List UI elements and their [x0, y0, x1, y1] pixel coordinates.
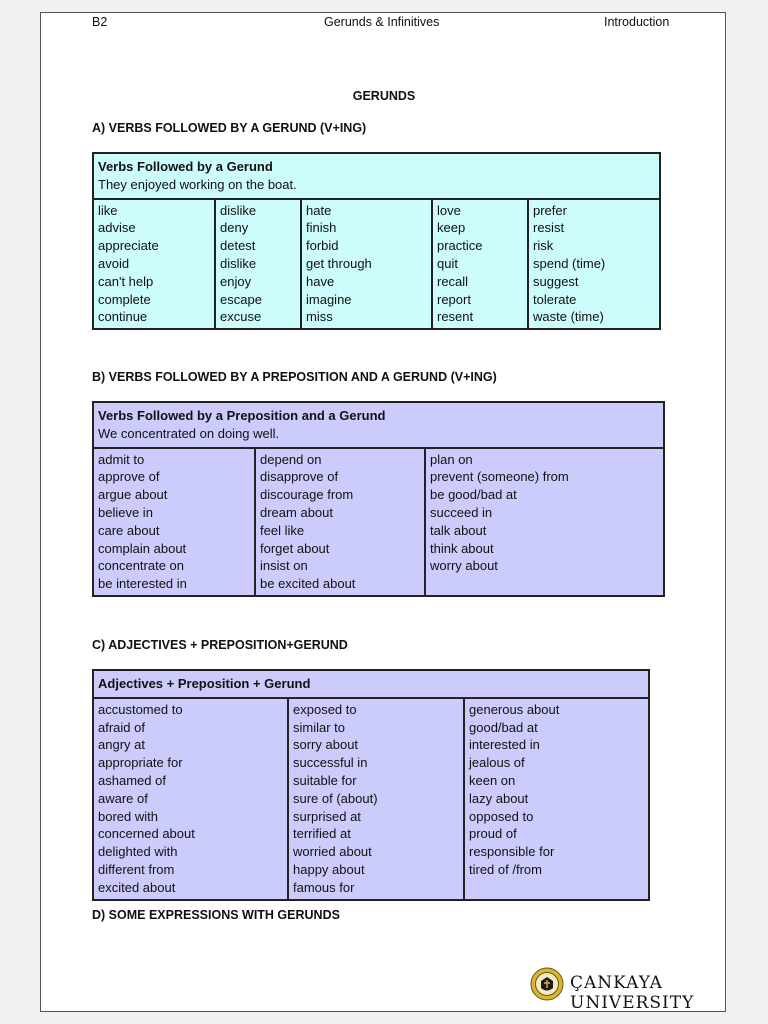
- table-b-col-1: [93, 448, 255, 596]
- word: concentrate on: [98, 558, 185, 574]
- word: happy about: [293, 861, 365, 877]
- word: excuse: [220, 309, 262, 325]
- word: surprised at: [293, 808, 361, 824]
- word: be excited about: [260, 576, 356, 592]
- word: interested in: [469, 737, 540, 753]
- university-seal-icon: [530, 967, 564, 1001]
- word: exposed to: [293, 701, 357, 717]
- word: forbid: [306, 238, 339, 254]
- university-logo-text: ÇANKAYA UNIVERSITY: [570, 973, 695, 1013]
- table-b-example: We concentrated on doing well.: [98, 425, 280, 441]
- word: different from: [98, 861, 175, 877]
- word: disapprove of: [260, 469, 339, 485]
- section-b-heading: B) VERBS FOLLOWED BY A PREPOSITION AND A GERUND (V+ING): [92, 370, 497, 384]
- word: proud of: [469, 826, 517, 842]
- section-a-heading: A) VERBS FOLLOWED BY A GERUND (V+ING): [92, 121, 367, 135]
- word: worried about: [293, 844, 372, 860]
- header-section: Introduction: [604, 15, 670, 29]
- word: discourage from: [260, 487, 354, 503]
- word: detest: [220, 238, 256, 254]
- word: succeed in: [430, 504, 493, 520]
- word: good/bad at: [469, 719, 538, 735]
- word: accustomed to: [98, 701, 183, 717]
- word: complete: [98, 291, 151, 307]
- table-verbs-gerund: [92, 152, 661, 330]
- word: dislike: [220, 202, 257, 218]
- word: approve of: [98, 469, 160, 485]
- word: famous for: [293, 879, 355, 895]
- word: continue: [98, 309, 148, 325]
- word: ashamed of: [98, 772, 166, 788]
- word: sorry about: [293, 737, 359, 753]
- table-c-col-2: [288, 698, 464, 900]
- table-b-heading: Verbs Followed by a Preposition and a Gerund: [98, 408, 386, 423]
- word: keep: [437, 220, 466, 236]
- table-c-col-1: [93, 698, 288, 900]
- word: plan on: [430, 451, 473, 467]
- table-a-col-1: [93, 199, 215, 330]
- word: tired of /from: [469, 861, 542, 877]
- section-c-heading: C) ADJECTIVES + PREPOSITION+GERUND: [92, 638, 348, 652]
- word: dream about: [260, 504, 333, 520]
- word: excited about: [98, 879, 176, 895]
- word: keen on: [469, 772, 516, 788]
- table-a-header: [93, 153, 660, 199]
- word: imagine: [306, 291, 352, 307]
- word: concerned about: [98, 826, 195, 842]
- word: advise: [98, 220, 136, 236]
- table-b-header: [93, 402, 664, 448]
- word: depend on: [260, 451, 322, 467]
- word: get through: [306, 255, 372, 271]
- word: love: [437, 202, 461, 218]
- word: angry at: [98, 737, 145, 753]
- word: think about: [430, 540, 494, 556]
- word: appreciate: [98, 238, 159, 254]
- word: delighted with: [98, 844, 178, 860]
- word: dislike: [220, 255, 257, 271]
- word: aware of: [98, 790, 148, 806]
- table-a-heading: Verbs Followed by a Gerund: [98, 159, 273, 174]
- word: terrified at: [293, 826, 351, 842]
- document-page: [40, 12, 726, 1012]
- word: resent: [437, 309, 474, 325]
- word: practice: [437, 238, 483, 254]
- word: risk: [533, 238, 554, 254]
- word: spend (time): [533, 255, 606, 271]
- word: report: [437, 291, 471, 307]
- word: waste (time): [533, 309, 604, 325]
- table-verbs-preposition-gerund: [92, 401, 665, 597]
- word: avoid: [98, 255, 130, 271]
- word: feel like: [260, 522, 305, 538]
- table-a-example: They enjoyed working on the boat.: [98, 176, 297, 192]
- word: hate: [306, 202, 332, 218]
- section-d-heading: D) SOME EXPRESSIONS WITH GERUNDS: [92, 908, 340, 922]
- word: lazy about: [469, 790, 529, 806]
- word: tolerate: [533, 291, 577, 307]
- word: responsible for: [469, 844, 555, 860]
- table-c-header: [93, 670, 649, 698]
- word: care about: [98, 522, 160, 538]
- word: recall: [437, 273, 469, 289]
- word: prefer: [533, 202, 567, 218]
- table-a-col-5: [528, 199, 660, 330]
- page-title: GERUNDS: [352, 89, 416, 103]
- word: suggest: [533, 273, 579, 289]
- table-c-col-3: [464, 698, 649, 900]
- word: escape: [220, 291, 262, 307]
- table-a-col-2: [215, 199, 301, 330]
- table-c-heading: Adjectives + Preposition + Gerund: [98, 676, 311, 691]
- word: enjoy: [220, 273, 252, 289]
- table-a-col-3: [301, 199, 432, 330]
- word: be good/bad at: [430, 487, 517, 503]
- table-b-col-2: [255, 448, 425, 596]
- word: successful in: [293, 755, 368, 771]
- word: argue about: [98, 487, 168, 503]
- table-b-col-3: [425, 448, 664, 596]
- table-adjectives-preposition-gerund: [92, 669, 650, 901]
- word: believe in: [98, 504, 153, 520]
- word: admit to: [98, 451, 145, 467]
- word: opposed to: [469, 808, 534, 824]
- word: resist: [533, 220, 565, 236]
- word: talk about: [430, 522, 487, 538]
- word: afraid of: [98, 719, 145, 735]
- word: finish: [306, 220, 337, 236]
- word: like: [98, 202, 118, 218]
- header-topic: Gerunds & Infinitives: [324, 15, 440, 29]
- table-a-col-4: [432, 199, 528, 330]
- word: bored with: [98, 808, 158, 824]
- word: miss: [306, 309, 333, 325]
- word: prevent (someone) from: [430, 469, 569, 485]
- word: suitable for: [293, 772, 357, 788]
- word: insist on: [260, 558, 308, 574]
- word: deny: [220, 220, 249, 236]
- word: worry about: [430, 558, 498, 574]
- word: complain about: [98, 540, 187, 556]
- word: sure of (about): [293, 790, 378, 806]
- word: can't help: [98, 273, 154, 289]
- word: forget about: [260, 540, 330, 556]
- word: jealous of: [469, 755, 525, 771]
- word: similar to: [293, 719, 346, 735]
- header-level: B2: [92, 15, 108, 29]
- word: be interested in: [98, 576, 187, 592]
- word: quit: [437, 255, 458, 271]
- word: generous about: [469, 701, 560, 717]
- word: appropriate for: [98, 755, 183, 771]
- word: have: [306, 273, 335, 289]
